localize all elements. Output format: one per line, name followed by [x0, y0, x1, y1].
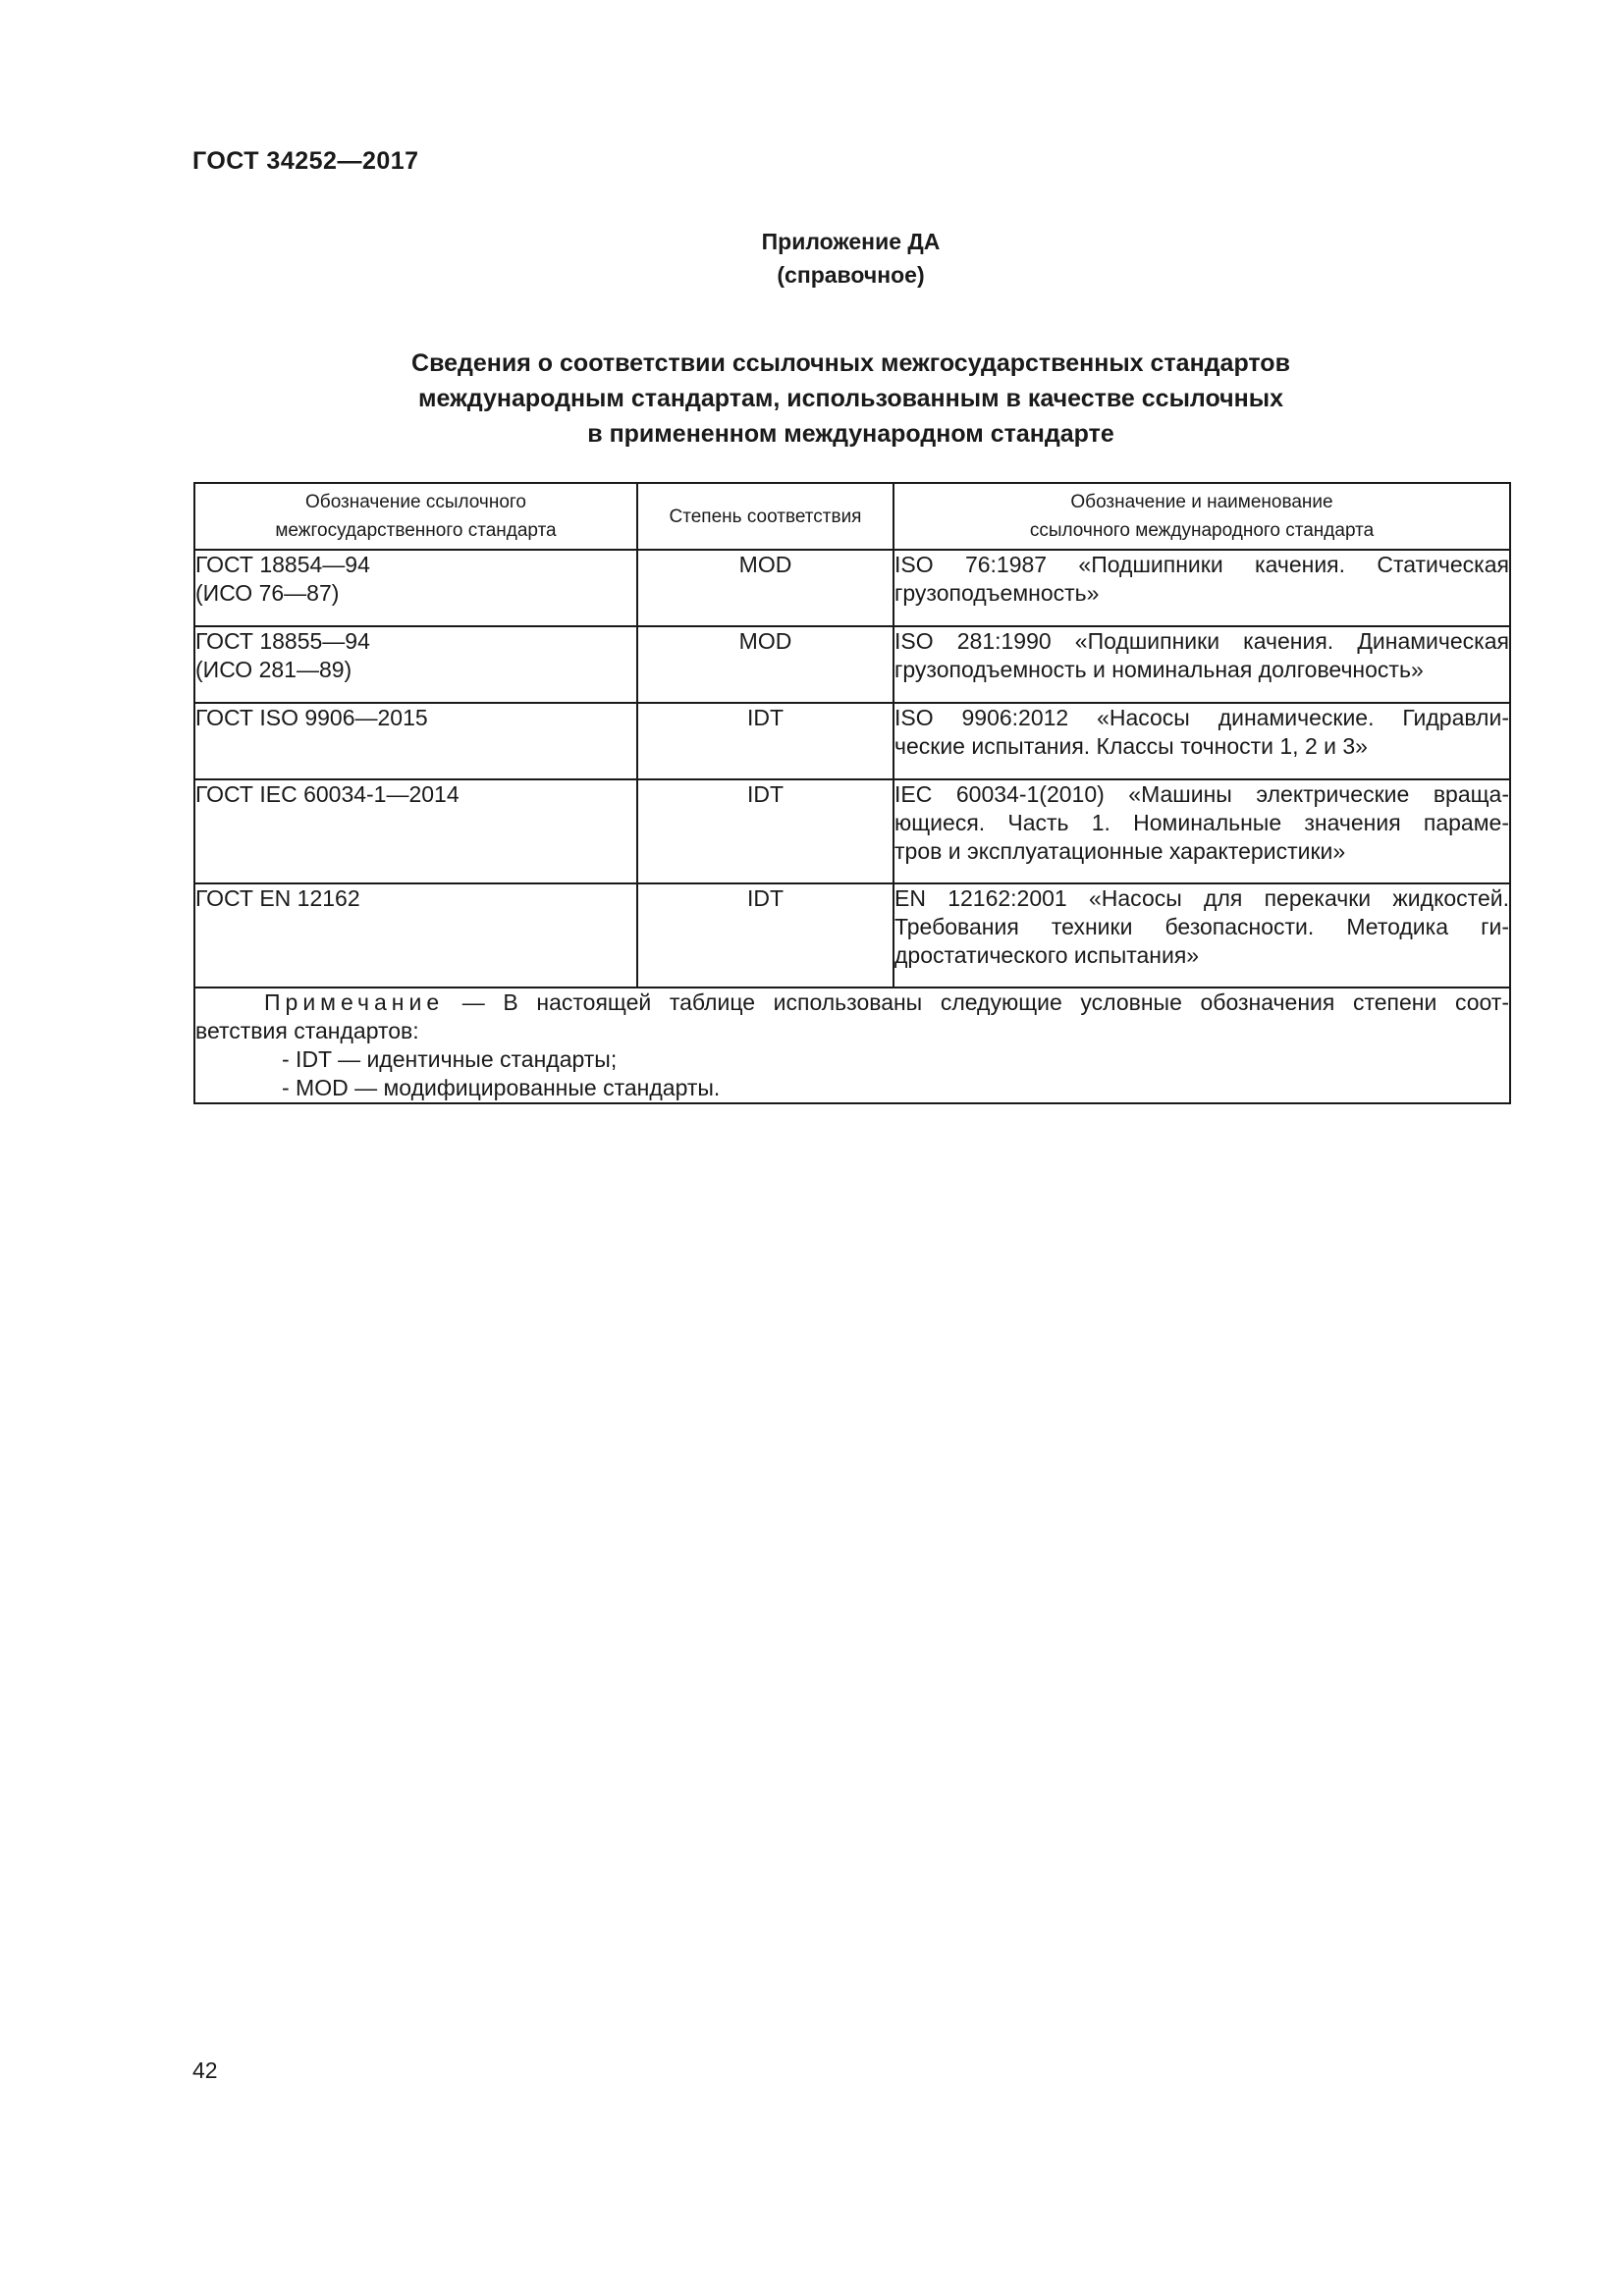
cell-line: ГОСТ 18855—94 — [195, 628, 370, 654]
cell-line: IEC 60034-1(2010) «Машины электрические враща- — [894, 781, 1509, 807]
note-label: Примечание — [264, 989, 445, 1015]
cell-degree: MOD — [637, 626, 893, 703]
note-item: - MOD — модифицированные стандарты. — [282, 1075, 721, 1100]
note-first-line — [195, 988, 1509, 1017]
cell-international — [893, 883, 1510, 988]
header-international — [893, 483, 1510, 550]
table-note-row — [194, 988, 1510, 1103]
cell-line: тров и эксплуатационные характеристики» — [894, 838, 1346, 864]
cell-designation — [194, 550, 637, 626]
heading-line: в примененном международном стандарте — [587, 420, 1114, 448]
cell-line: ГОСТ 18854—94 — [195, 552, 370, 577]
cell-international — [893, 703, 1510, 779]
cell-line: (ИСО 281—89) — [195, 657, 352, 682]
heading-line: Сведения о соответствии ссылочных межгосударственных стандартов — [411, 349, 1290, 377]
cell-designation — [194, 779, 637, 883]
header-designation — [194, 483, 637, 550]
cell-line: дростатического испытания» — [894, 942, 1200, 968]
cell-degree: IDT — [637, 703, 893, 779]
cell-line: Требования техники безопасности. Методика ги- — [894, 914, 1509, 939]
cell-line: ГОСТ IEC 60034-1—2014 — [195, 781, 460, 807]
note-text-continued: ветствия стандартов: — [195, 1018, 419, 1043]
document-code: ГОСТ 34252—2017 — [192, 147, 419, 175]
cell-designation — [194, 703, 637, 779]
table-row — [194, 626, 1510, 703]
cell-line: ГОСТ ISO 9906—2015 — [195, 705, 428, 730]
cell-line: ISO 76:1987 «Подшипники качения. Статическая — [894, 552, 1509, 577]
cell-international — [893, 626, 1510, 703]
appendix-label — [192, 225, 1509, 292]
cell-line: ISO 9906:2012 «Насосы динамические. Гидравли- — [894, 705, 1509, 730]
table-row — [194, 703, 1510, 779]
cell-line: EN 12162:2001 «Насосы для перекачки жидкостей. — [894, 885, 1509, 911]
standards-correspondence-table — [193, 482, 1511, 1104]
page-number: 42 — [192, 2057, 218, 2083]
cell-international — [893, 550, 1510, 626]
header-line: межгосударственного стандарта — [275, 520, 557, 541]
header-line: Обозначение ссылочного — [305, 492, 526, 512]
cell-line: ющиеся. Часть 1. Номинальные значения параме- — [894, 810, 1509, 835]
table-header-row — [194, 483, 1510, 550]
cell-international — [893, 779, 1510, 883]
cell-designation — [194, 626, 637, 703]
cell-line: грузоподъемность и номинальная долговечность» — [894, 657, 1424, 682]
header-degree — [637, 483, 893, 550]
table-row — [194, 883, 1510, 988]
appendix-subtitle: (справочное) — [777, 262, 925, 288]
heading-line: международным стандартам, использованным в качестве ссылочных — [418, 385, 1283, 412]
note-text: — В настоящей таблице использованы следующие условные обозначения степени соот- — [444, 989, 1509, 1015]
cell-line: ISO 281:1990 «Подшипники качения. Динамическая — [894, 628, 1509, 654]
header-line: Степень соответствия — [669, 506, 862, 527]
cell-line: (ИСО 76—87) — [195, 580, 340, 606]
table-row — [194, 779, 1510, 883]
cell-degree: MOD — [637, 550, 893, 626]
table-row — [194, 550, 1510, 626]
cell-line: ческие испытания. Классы точности 1, 2 и 3» — [894, 733, 1368, 759]
table-note — [194, 988, 1510, 1103]
appendix-title: Приложение ДА — [761, 229, 941, 254]
cell-degree: IDT — [637, 779, 893, 883]
cell-line: ГОСТ EN 12162 — [195, 885, 360, 911]
section-heading — [192, 346, 1509, 452]
note-item: - IDT — идентичные стандарты; — [282, 1046, 618, 1072]
header-line: ссылочного международного стандарта — [1029, 520, 1375, 541]
cell-degree: IDT — [637, 883, 893, 988]
cell-line: грузоподъемность» — [894, 580, 1100, 606]
header-line: Обозначение и наименование — [1070, 492, 1333, 512]
cell-designation — [194, 883, 637, 988]
